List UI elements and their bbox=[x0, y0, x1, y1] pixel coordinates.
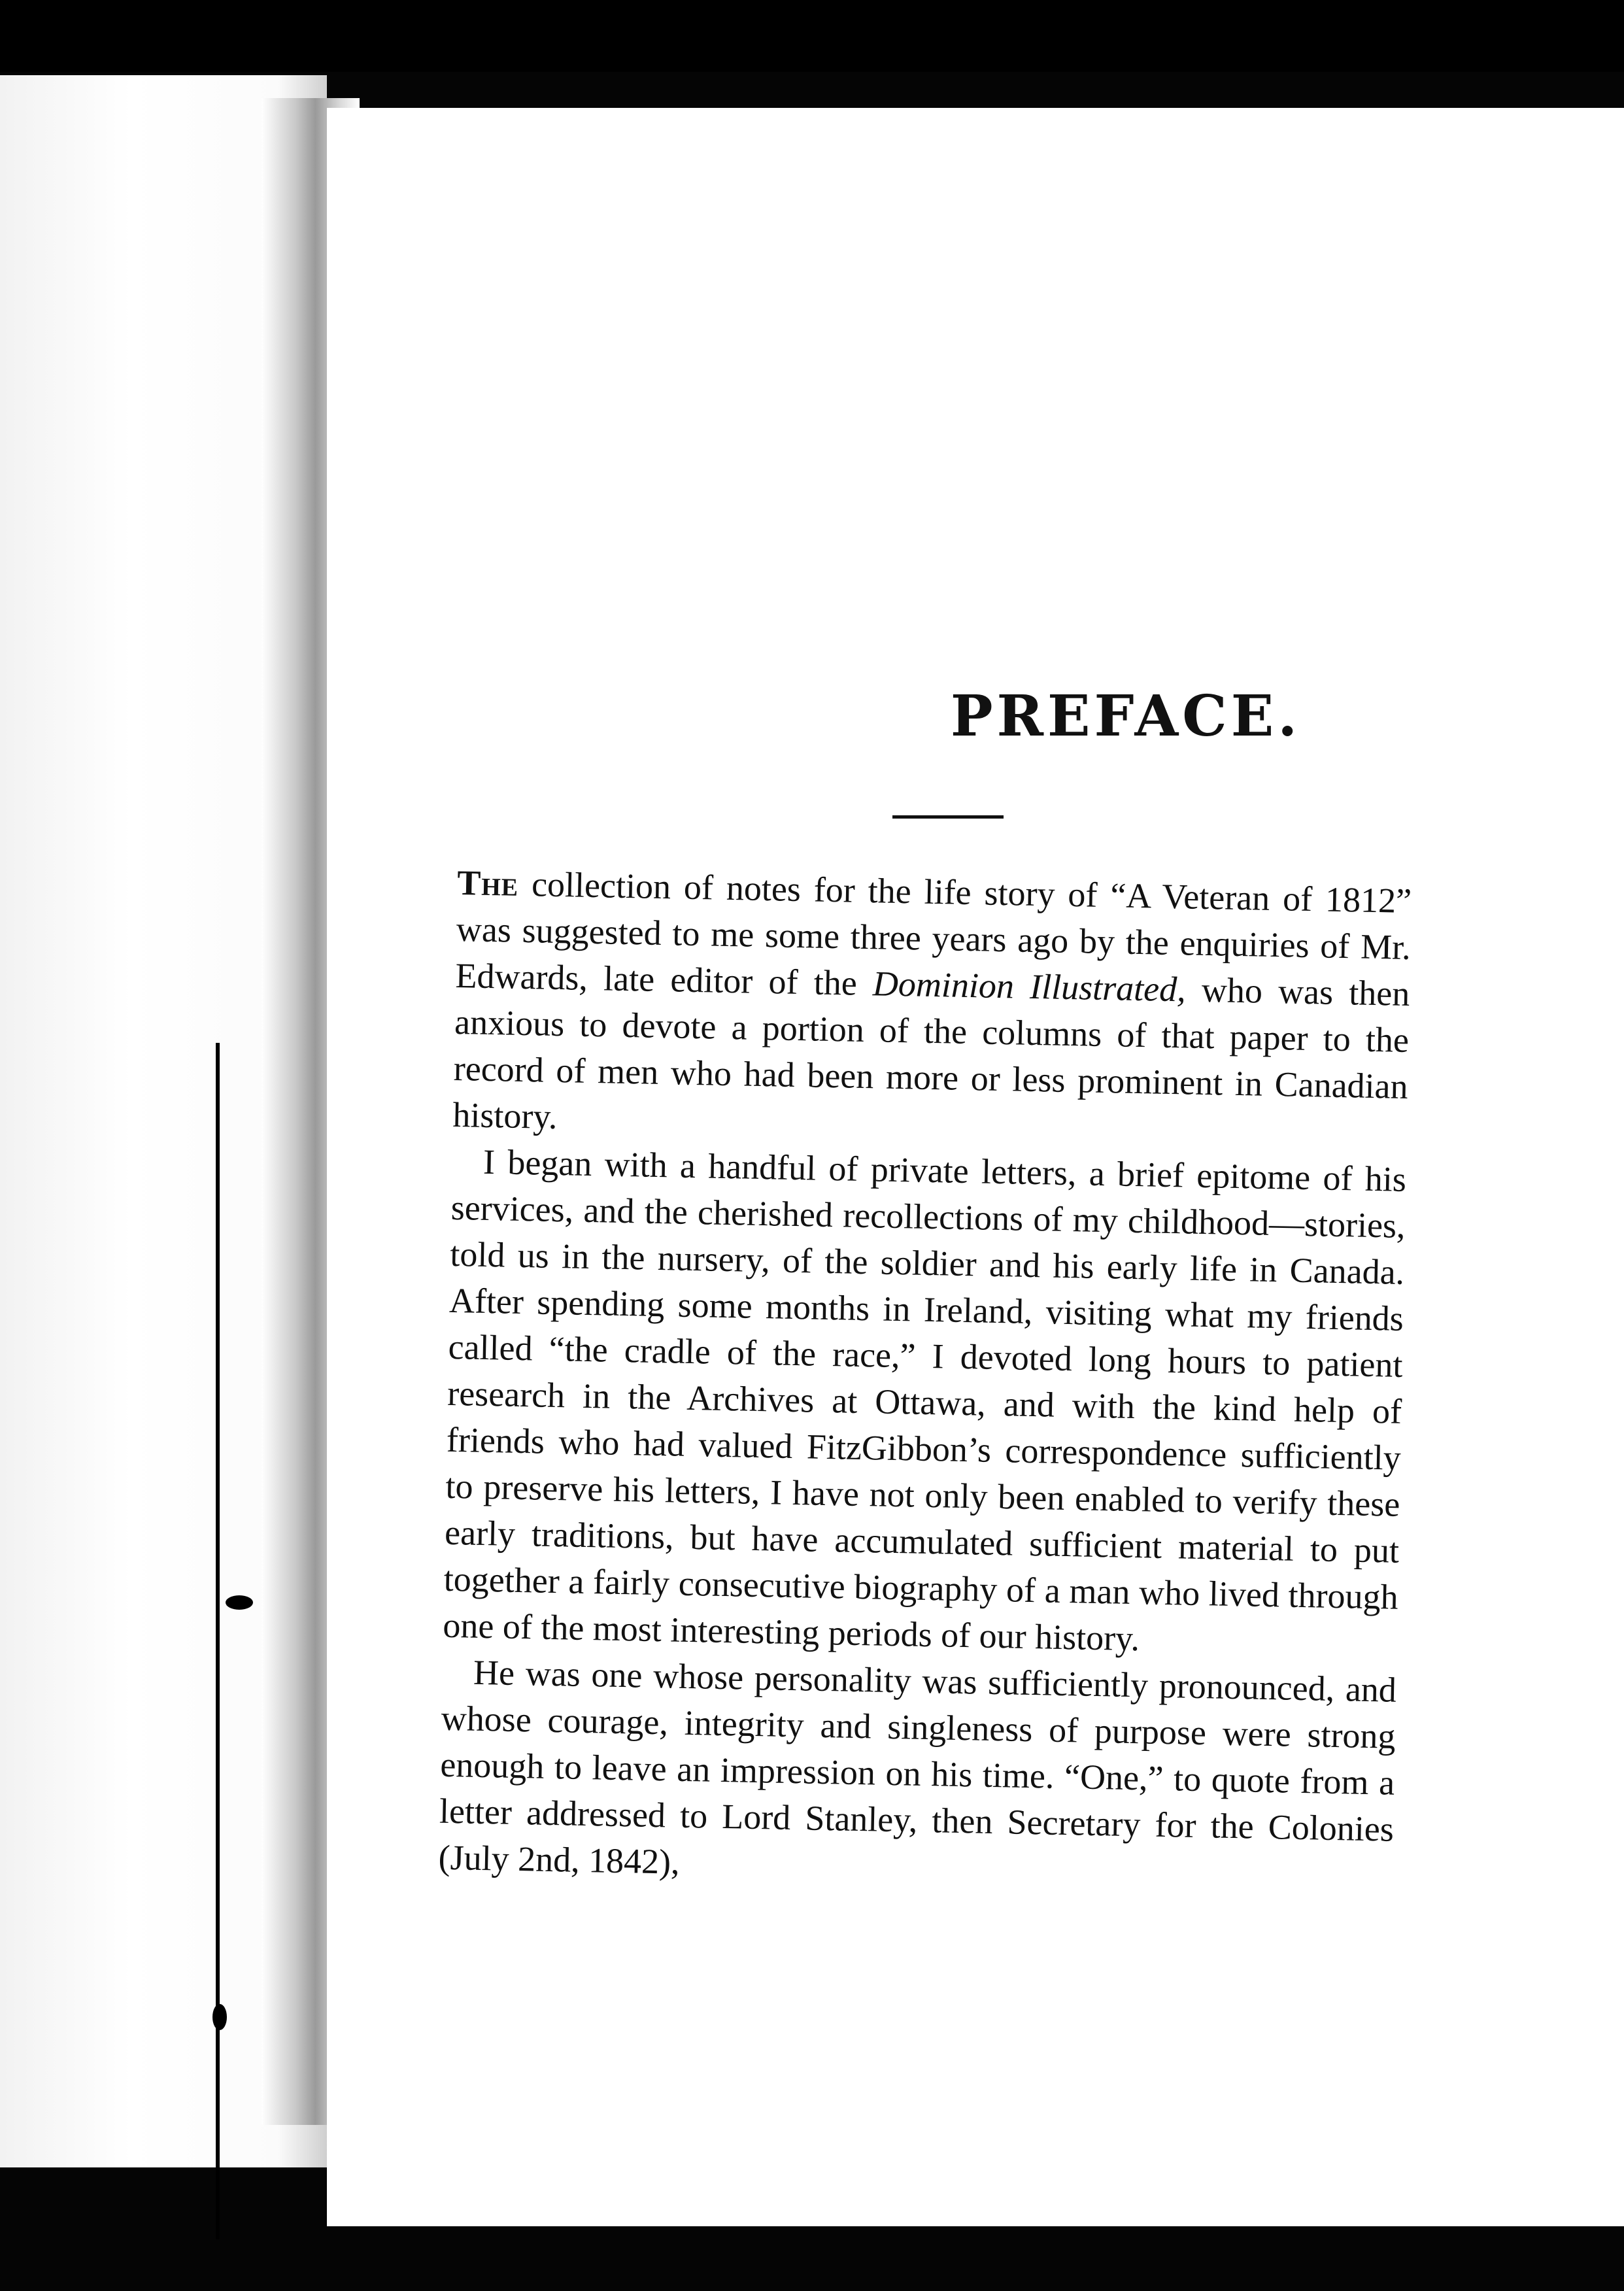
preface-body bbox=[438, 860, 1412, 1899]
paragraph-lead: The bbox=[456, 862, 519, 904]
paragraph-text: collection of notes for the life story of “A Veteran of 1812” was suggested to me some three years ago by the enquiries of Mr. Edwards, late editor of the bbox=[455, 864, 1412, 1004]
paragraph-tail: who was then anxious to devote a portion of the columns of that paper to the record of men who had been more or less prominent in Canadian history. bbox=[452, 970, 1410, 1136]
paragraph-1 bbox=[452, 860, 1412, 1157]
title-divider bbox=[892, 815, 1004, 819]
paragraph-2: I began with a handful of private letters, a brief epitome of his services, and the cherished recollections of my childhood—stories, told us in the nursery, of the soldier and his early life in Canada. After spending some months in Ireland, visiting what my friends called “the cradle of the race,” I devoted long hours to patient research in the Archives at Ottawa, and with the kind help of friends who had valued FitzGibbon’s correspondence sufficiently to preserve his letters, I have not only been enabled to verify these early traditions, but have accumulated sufficient material to put together a fairly consecutive biography of a man who lived through one of the most interesting periods of our history. bbox=[442, 1142, 1407, 1659]
scan-border-top bbox=[0, 0, 1624, 72]
binding-mark bbox=[212, 2004, 227, 2030]
page-edge-line bbox=[216, 1043, 220, 2239]
binding-mark bbox=[226, 1595, 253, 1610]
paragraph-italic: Dominion Illustrated, bbox=[872, 964, 1187, 1010]
page-title: PREFACE. bbox=[950, 683, 1302, 749]
paragraph-3: He was one whose personality was sufficiently pronounced, and whose courage, integrity and singleness of purpose were strong enough to leave an impression on his time. “One,” to quote from a letter addressed to Lord Stanley, then Secretary for the Colonies (July 2nd, 1842), bbox=[438, 1652, 1397, 1882]
book-page bbox=[327, 108, 1624, 2226]
